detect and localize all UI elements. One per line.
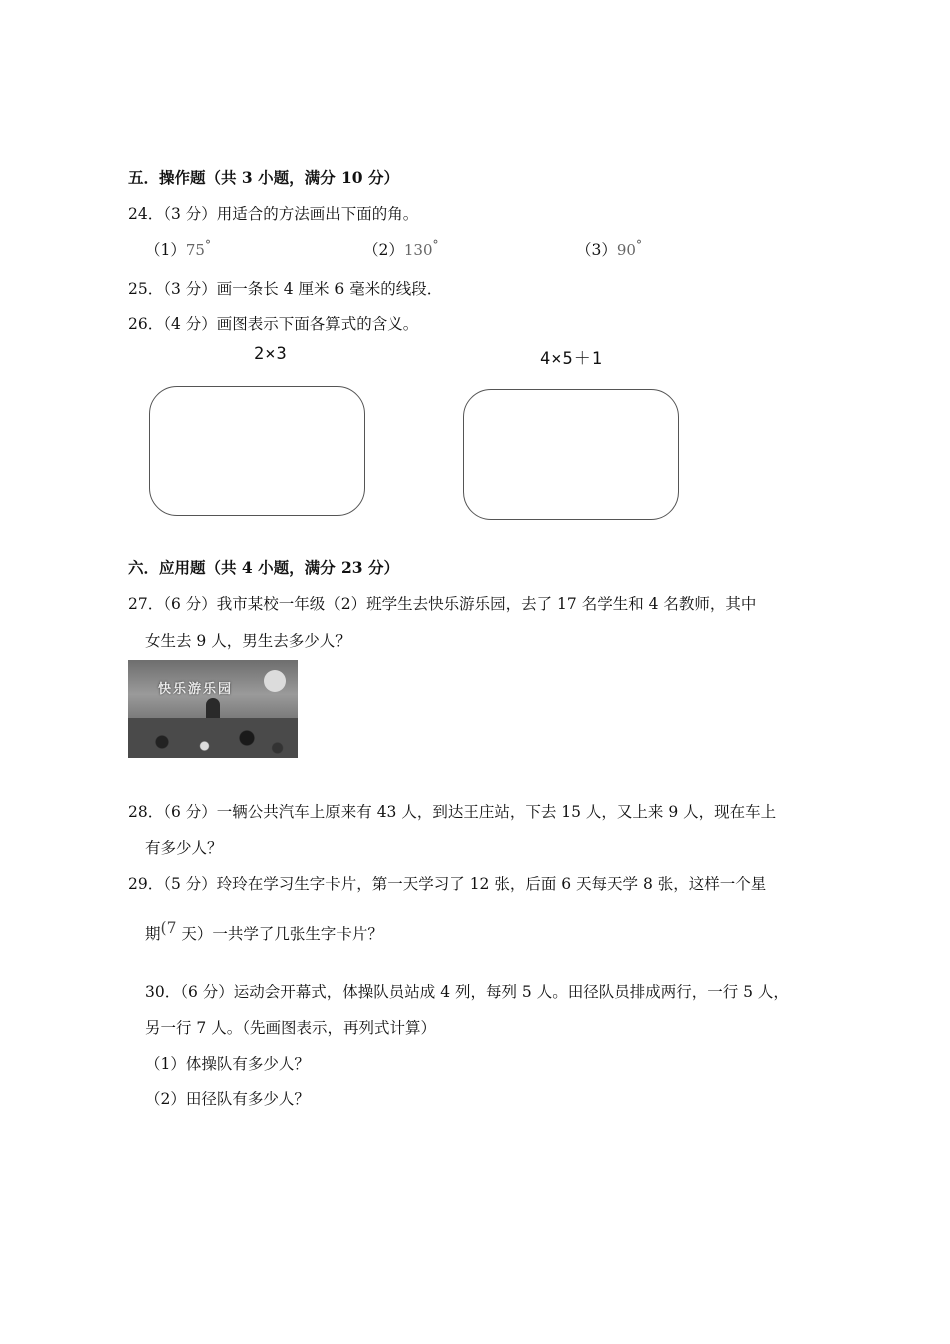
q24-item-1-label: （1）	[145, 241, 186, 259]
question-30-sub-1: （1）体操队有多少人？	[145, 1055, 310, 1073]
question-30-line-1: 30．（6 分）运动会开幕式，体操队员站成 4 列，每列 5 人。田径队员排成两行，一行 5 人，	[145, 983, 789, 1001]
q24-item-1-degree: °	[204, 238, 211, 252]
section-5-heading: 五．操作题（共 3 小题，满分 10 分）	[128, 168, 399, 187]
question-26: 26．（4 分）画图表示下面各算式的含义。	[128, 315, 419, 333]
amusement-park-image-title: 快乐游乐园	[158, 682, 234, 697]
question-25: 25．（3 分）画一条长 4 厘米 6 毫米的线段．	[128, 280, 443, 298]
q29-line-2-pre: 期	[145, 925, 161, 943]
q24-item-1-angle: 75	[185, 241, 205, 259]
amusement-park-image	[128, 660, 298, 758]
q24-item-2-angle: 130	[403, 241, 433, 259]
q26-drawing-box-2[interactable]	[463, 389, 679, 520]
q24-item-3-degree: °	[635, 238, 642, 252]
question-27-line-1: 27．（6 分）我市某校一年级（2）班学生去快乐游乐园，去了 17 名学生和 4 名教师，其中	[128, 595, 757, 613]
q24-item-2-label: （2）	[363, 241, 404, 259]
image-sun-shape	[264, 670, 286, 692]
q24-item-2-degree: °	[432, 238, 439, 252]
q26-expression-1: 2×3	[254, 344, 288, 364]
question-30-line-2: 另一行 7 人。（先画图表示，再列式计算）	[145, 1019, 436, 1037]
q26-drawing-box-1[interactable]	[149, 386, 365, 516]
question-27-line-2: 女生去 9 人，男生去多少人？	[145, 632, 351, 650]
q29-line-2-post: 天）一共学了几张生字卡片？	[176, 925, 383, 943]
image-ground	[128, 718, 298, 758]
section-6-heading: 六．应用题（共 4 小题，满分 23 分）	[128, 558, 399, 577]
q24-item-3-angle: 90	[616, 241, 636, 259]
question-24: 24．（3 分）用适合的方法画出下面的角。	[128, 205, 419, 223]
q24-item-3	[576, 238, 642, 260]
question-29-line-2	[145, 919, 383, 944]
question-29-line-1: 29．（5 分）玲玲在学习生字卡片，第一天学习了 12 张，后面 6 天每天学 8 张，这样一个星	[128, 875, 767, 893]
question-30-sub-2: （2）田径队有多少人？	[145, 1090, 310, 1108]
q26-expression-2: 4×5＋1	[540, 349, 603, 369]
q24-item-1	[145, 238, 211, 260]
question-28-line-2: 有多少人？	[145, 839, 223, 857]
q24-item-2	[363, 238, 439, 260]
q24-item-3-label: （3）	[576, 241, 617, 259]
q29-line-2-paren: (7	[160, 919, 177, 937]
question-28-line-1: 28．（6 分）一辆公共汽车上原来有 43 人，到达王庄站，下去 15 人，又上来 9 人，现在车上	[128, 803, 777, 821]
